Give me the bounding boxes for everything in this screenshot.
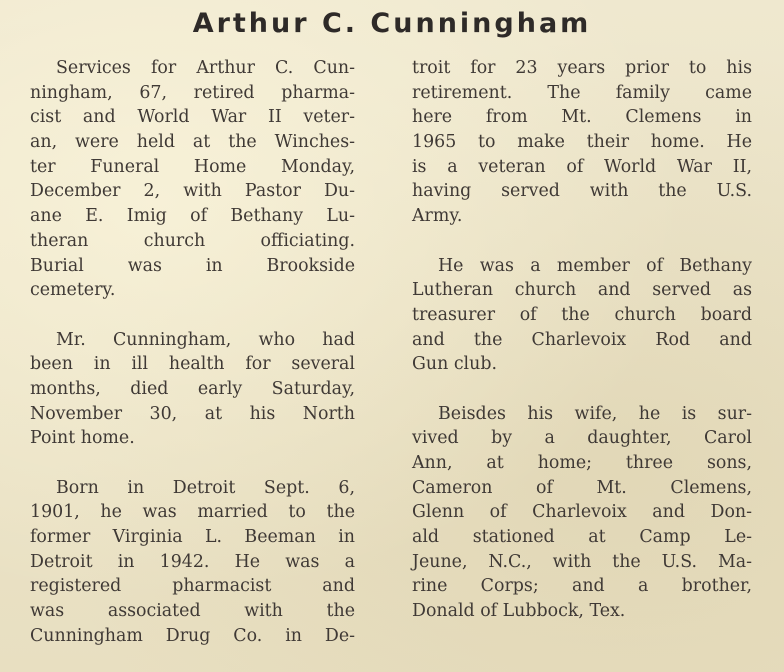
text-line: ane E. Imig of Bethany Lu- (30, 206, 355, 227)
right-column (412, 56, 752, 624)
left-column (30, 56, 355, 649)
text-line: Army. (412, 206, 463, 227)
text-line: He was a member of Bethany (438, 255, 752, 276)
text-line: Mr. Cunningham, who had (56, 329, 355, 350)
text-line: is a veteran of World War II, (412, 156, 752, 177)
text-line: was associated with the (30, 601, 355, 622)
text-line: Burial was in Brookside (30, 255, 355, 276)
text-line: an, were held at the Winches- (30, 132, 355, 153)
text-line: having served with the U.S. (412, 181, 752, 202)
text-line: Cunningham Drug Co. in De- (30, 625, 355, 646)
text-line: theran church officiating. (30, 230, 355, 251)
text-line: ter Funeral Home Monday, (30, 156, 355, 177)
text-line: been in ill health for several (30, 354, 355, 375)
text-line: registered pharmacist and (30, 576, 355, 597)
text-line: former Virginia L. Beeman in (30, 527, 355, 548)
text-line: ningham, 67, retired pharma- (30, 82, 355, 103)
paragraph-gap (412, 377, 752, 402)
text-line: 1901, he was married to the (30, 502, 355, 523)
text-line: Services for Arthur C. Cun- (56, 58, 355, 78)
text-line: Born in Detroit Sept. 6, (56, 477, 355, 498)
text-line: Point home. (30, 428, 135, 449)
text-line: Gun club. (412, 354, 497, 375)
headline: Arthur C. Cunningham (192, 8, 592, 39)
text-line: ald stationed at Camp Le- (412, 527, 752, 548)
text-line: months, died early Saturday, (30, 378, 355, 399)
text-line: Detroit in 1942. He was a (30, 551, 355, 572)
text-line: Beisdes his wife, he is sur- (438, 403, 752, 424)
text-line: cist and World War II veter- (30, 107, 355, 128)
text-line: November 30, at his North (30, 403, 355, 424)
text-line: Donald of Lubbock, Tex. (412, 601, 626, 622)
text-line: and the Charlevoix Rod and (412, 329, 752, 350)
text-line: Cameron of Mt. Clemens, (412, 477, 752, 498)
text-line: cemetery. (30, 280, 116, 301)
paragraph-gap (30, 451, 355, 476)
paragraph-gap (412, 229, 752, 254)
text-line: treasurer of the church board (412, 304, 752, 325)
text-line: Jeune, N.C., with the U.S. Ma- (412, 551, 752, 572)
text-line: troit for 23 years prior to his (412, 58, 752, 78)
text-line: Glenn of Charlevoix and Don- (412, 502, 752, 523)
text-line: here from Mt. Clemens in (412, 107, 752, 128)
text-line: Ann, at home; three sons, (412, 453, 752, 473)
text-line: rine Corps; and a brother, (412, 576, 752, 597)
text-line: December 2, with Pastor Du- (30, 181, 355, 202)
text-line: vived by a daughter, Carol (412, 428, 752, 449)
paragraph-gap (30, 303, 355, 328)
text-line: retirement. The family came (412, 82, 752, 103)
text-line: 1965 to make their home. He (412, 132, 752, 153)
text-line: Lutheran church and served as (412, 280, 752, 301)
